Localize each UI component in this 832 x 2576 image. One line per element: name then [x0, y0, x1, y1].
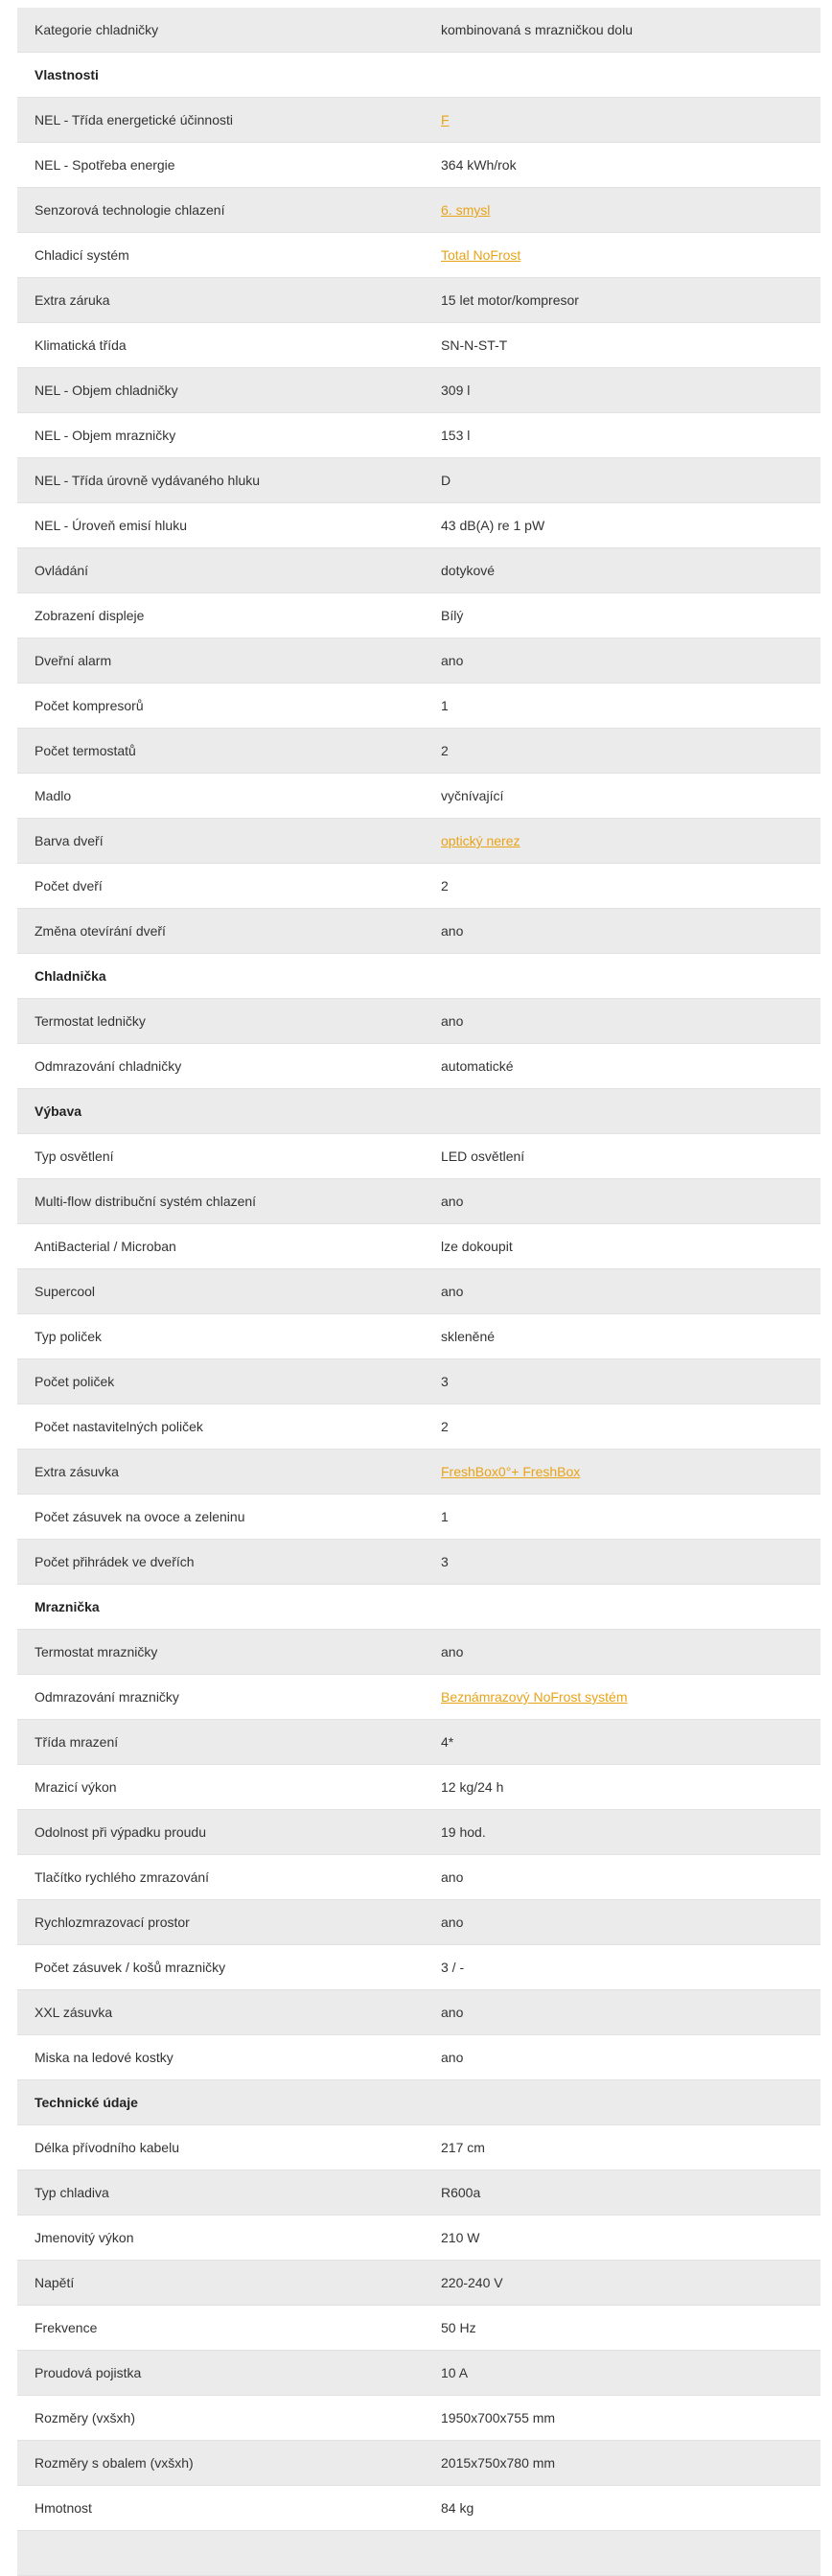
spec-row [17, 684, 820, 729]
spec-value: SN-N-ST-T [441, 337, 508, 353]
spec-value: vyčnívající [441, 788, 504, 803]
spec-label: Zobrazení displeje [35, 608, 145, 623]
spec-value: skleněné [441, 1329, 496, 1344]
spec-label: Kategorie chladničky [35, 22, 159, 37]
spec-value: ano [441, 923, 464, 939]
spec-row [17, 98, 820, 143]
spec-row [17, 1945, 820, 1990]
spec-row [17, 2306, 820, 2351]
spec-label: Hmotnost [35, 2500, 92, 2516]
spec-value: dotykové [441, 563, 496, 578]
spec-value-link[interactable]: FreshBox0°+ FreshBox [441, 1464, 581, 1479]
spec-row [17, 233, 820, 278]
spec-label: Délka přívodního kabelu [35, 2140, 179, 2155]
spec-row [17, 1900, 820, 1945]
spec-value: Bílý [441, 608, 464, 623]
section-title: Technické údaje [35, 2095, 138, 2110]
spec-label: Proudová pojistka [35, 2365, 142, 2380]
spec-value-link[interactable]: optický nerez [441, 833, 520, 848]
spec-value: ano [441, 653, 464, 668]
spec-value: ano [441, 1284, 464, 1299]
spec-row [17, 1540, 820, 1585]
spec-row [17, 8, 820, 53]
spec-label: Počet přihrádek ve dveřích [35, 1554, 195, 1569]
spec-row [17, 2441, 820, 2486]
spec-value: 1 [441, 1509, 449, 1524]
spec-row [17, 909, 820, 954]
spec-row [17, 638, 820, 684]
spec-label: Rozměry (vxšxh) [35, 2410, 136, 2425]
section-header [17, 1089, 820, 1134]
spec-row [17, 2396, 820, 2441]
spec-value: 1 [441, 698, 449, 713]
spec-row [17, 1720, 820, 1765]
spec-value: 364 kWh/rok [441, 157, 517, 173]
spec-row [17, 1134, 820, 1179]
spec-label: Multi-flow distribuční systém chlazení [35, 1194, 257, 1209]
spec-value: ano [441, 2005, 464, 2020]
spec-label: NEL - Objem chladničky [35, 383, 178, 398]
spec-table [17, 8, 820, 2576]
spec-value-link[interactable]: Beznámrazový NoFrost systém [441, 1689, 628, 1705]
spec-label: Frekvence [35, 2320, 98, 2335]
spec-label: Počet dveří [35, 878, 103, 893]
spec-label: Termostat mrazničky [35, 1644, 158, 1659]
spec-row [17, 1224, 820, 1269]
spec-value: 1950x700x755 mm [441, 2410, 556, 2425]
spec-label: Supercool [35, 1284, 96, 1299]
spec-label: Dveřní alarm [35, 653, 112, 668]
spec-label: AntiBacterial / Microban [35, 1239, 176, 1254]
spec-label: Termostat ledničky [35, 1013, 146, 1029]
spec-label: Počet poliček [35, 1374, 115, 1389]
spec-row [17, 2170, 820, 2216]
section-title: Chladnička [35, 968, 106, 984]
spec-row [17, 864, 820, 909]
spec-value: 10 A [441, 2365, 469, 2380]
spec-label: NEL - Třída energetické účinnosti [35, 112, 233, 128]
spec-row [17, 1314, 820, 1359]
spec-label: Změna otevírání dveří [35, 923, 166, 939]
spec-label: Odmrazování mrazničky [35, 1689, 179, 1705]
spec-row [17, 1675, 820, 1720]
spec-label: Extra záruka [35, 292, 110, 308]
spec-label: Extra zásuvka [35, 1464, 119, 1479]
spec-label: Rychlozmrazovací prostor [35, 1915, 190, 1930]
spec-value-link[interactable]: Total NoFrost [441, 247, 521, 263]
spec-row [17, 548, 820, 593]
spec-row [17, 1179, 820, 1224]
spec-label: Ovládání [35, 563, 89, 578]
spec-label: Napětí [35, 2275, 75, 2290]
section-title: Mraznička [35, 1599, 100, 1614]
spec-row [17, 368, 820, 413]
spec-value: 2015x750x780 mm [441, 2455, 556, 2471]
section-header [17, 53, 820, 98]
spec-label: Jmenovitý výkon [35, 2230, 134, 2245]
spec-row [17, 1630, 820, 1675]
spec-row [17, 1450, 820, 1495]
spec-value: 84 kg [441, 2500, 474, 2516]
spec-value: 2 [441, 878, 449, 893]
spec-label: NEL - Třída úrovně vydávaného hluku [35, 473, 261, 488]
spec-label: XXL zásuvka [35, 2005, 113, 2020]
spec-label: Počet termostatů [35, 743, 136, 758]
spec-value: 19 hod. [441, 1824, 486, 1840]
spec-row [17, 1765, 820, 1810]
spec-value [441, 202, 820, 218]
spec-row [17, 1990, 820, 2035]
spec-value [441, 247, 820, 263]
spec-value [441, 1464, 820, 1479]
spec-value: ano [441, 2050, 464, 2065]
section-header [17, 2080, 820, 2125]
spec-value: R600a [441, 2185, 481, 2200]
spec-row [17, 323, 820, 368]
spec-value [441, 1689, 820, 1705]
spec-value-link[interactable]: F [441, 112, 450, 128]
spec-label: Odolnost při výpadku proudu [35, 1824, 206, 1840]
spec-value: 4* [441, 1734, 454, 1750]
spec-value: lze dokoupit [441, 1239, 513, 1254]
spec-label: Chladicí systém [35, 247, 129, 263]
spec-label: NEL - Úroveň emisí hluku [35, 518, 187, 533]
spec-row [17, 413, 820, 458]
spec-value: D [441, 473, 451, 488]
spec-label: Typ poliček [35, 1329, 103, 1344]
spec-value: 43 dB(A) re 1 pW [441, 518, 545, 533]
section-title: Vlastnosti [35, 67, 99, 82]
spec-value-link[interactable]: 6. smysl [441, 202, 491, 218]
spec-value: ano [441, 1869, 464, 1885]
spec-row [17, 2125, 820, 2170]
spec-row [17, 503, 820, 548]
spec-value: 3 [441, 1554, 449, 1569]
spec-value: ano [441, 1013, 464, 1029]
spec-row [17, 1269, 820, 1314]
spec-row [17, 729, 820, 774]
spec-value [441, 112, 820, 128]
spec-value: 153 l [441, 428, 471, 443]
spec-row [17, 458, 820, 503]
spec-row [17, 2261, 820, 2306]
spec-value: LED osvětlení [441, 1149, 525, 1164]
spec-label: Typ chladiva [35, 2185, 109, 2200]
spec-value: 309 l [441, 383, 471, 398]
spec-row [17, 143, 820, 188]
section-title: Výbava [35, 1103, 82, 1119]
spec-row [17, 1810, 820, 1855]
spec-value: 50 Hz [441, 2320, 476, 2335]
spec-label: Klimatická třída [35, 337, 127, 353]
spec-row [17, 999, 820, 1044]
spec-label: Rozměry s obalem (vxšxh) [35, 2455, 194, 2471]
spec-value: 210 W [441, 2230, 480, 2245]
spec-value: 3 [441, 1374, 449, 1389]
spec-row [17, 1404, 820, 1450]
spec-value: ano [441, 1194, 464, 1209]
spec-label: Mrazicí výkon [35, 1779, 117, 1795]
spec-row [17, 2351, 820, 2396]
spec-label: Počet zásuvek na ovoce a zeleninu [35, 1509, 245, 1524]
spec-value: 2 [441, 1419, 449, 1434]
spec-row [17, 2035, 820, 2080]
spec-value: 3 / - [441, 1960, 465, 1975]
section-header [17, 954, 820, 999]
spec-label: Senzorová technologie chlazení [35, 202, 225, 218]
spec-label: Počet zásuvek / košů mrazničky [35, 1960, 226, 1975]
spec-row [17, 1359, 820, 1404]
spec-label: Miska na ledové kostky [35, 2050, 173, 2065]
spec-value: kombinovaná s mrazničkou dolu [441, 22, 633, 37]
spec-row [17, 1044, 820, 1089]
spec-label: Počet nastavitelných poliček [35, 1419, 203, 1434]
spec-value: 15 let motor/kompresor [441, 292, 579, 308]
spec-value: 12 kg/24 h [441, 1779, 504, 1795]
spec-value: ano [441, 1915, 464, 1930]
spec-label: Madlo [35, 788, 72, 803]
spec-value: 217 cm [441, 2140, 485, 2155]
spec-label: Typ osvětlení [35, 1149, 114, 1164]
spec-row [17, 2531, 820, 2576]
spec-label: Třída mrazení [35, 1734, 119, 1750]
spec-row [17, 819, 820, 864]
spec-value [441, 833, 820, 848]
spec-value: 220-240 V [441, 2275, 503, 2290]
spec-row [17, 1495, 820, 1540]
spec-label: Počet kompresorů [35, 698, 144, 713]
spec-label: NEL - Spotřeba energie [35, 157, 175, 173]
spec-row [17, 1855, 820, 1900]
spec-label: Barva dveří [35, 833, 104, 848]
spec-label: NEL - Objem mrazničky [35, 428, 176, 443]
spec-row [17, 278, 820, 323]
spec-value: automatické [441, 1058, 514, 1074]
spec-value: 2 [441, 743, 449, 758]
spec-row [17, 2216, 820, 2261]
spec-row [17, 593, 820, 638]
section-header [17, 1585, 820, 1630]
spec-row [17, 188, 820, 233]
spec-value: ano [441, 1644, 464, 1659]
spec-label: Odmrazování chladničky [35, 1058, 182, 1074]
spec-label: Tlačítko rychlého zmrazování [35, 1869, 210, 1885]
spec-row [17, 774, 820, 819]
spec-row [17, 2486, 820, 2531]
